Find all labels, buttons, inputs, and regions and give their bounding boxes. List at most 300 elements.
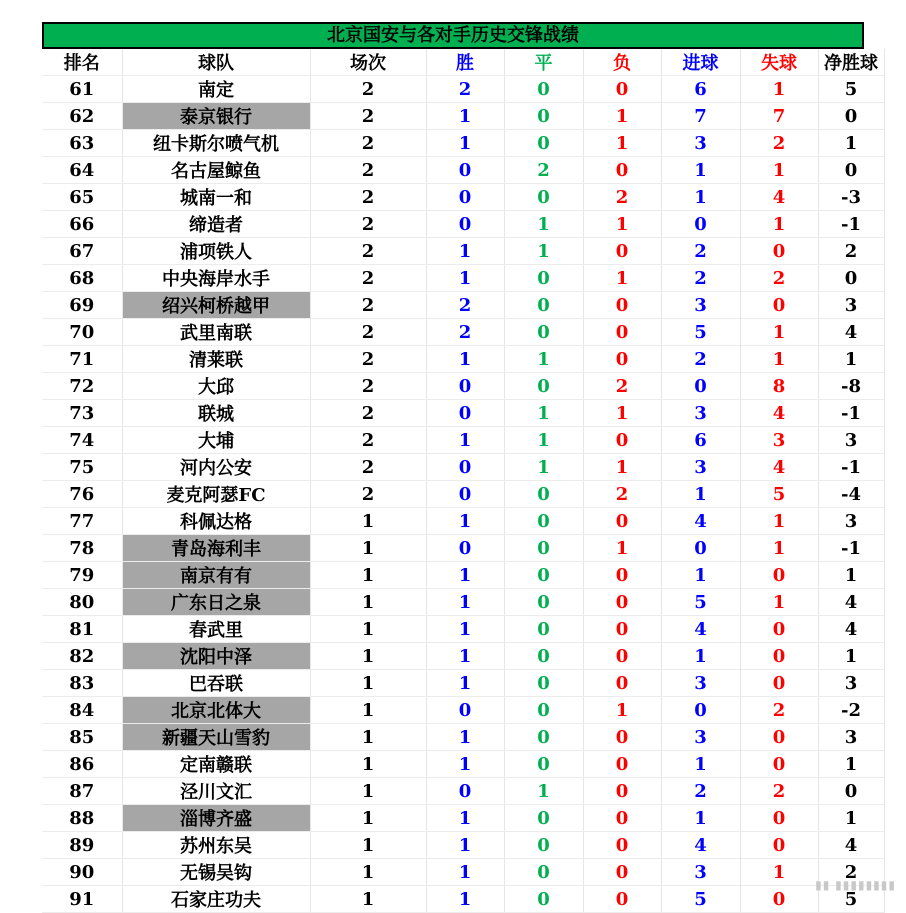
cell-played: 2 xyxy=(310,481,426,508)
cell-rank: 76 xyxy=(42,481,122,508)
cell-win: 1 xyxy=(426,724,504,751)
cell-loss: 1 xyxy=(583,454,661,481)
cell-played: 1 xyxy=(310,778,426,805)
cell-goals-against: 1 xyxy=(740,319,818,346)
cell-draw: 0 xyxy=(504,373,583,400)
cell-rank: 89 xyxy=(42,832,122,859)
cell-rank: 71 xyxy=(42,346,122,373)
table-row xyxy=(42,373,884,400)
cell-win: 2 xyxy=(426,76,504,103)
cell-win: 1 xyxy=(426,886,504,913)
cell-team: 联城 xyxy=(122,400,310,427)
cell-rank: 80 xyxy=(42,589,122,616)
cell-win: 0 xyxy=(426,778,504,805)
cell-played: 2 xyxy=(310,130,426,157)
cell-goal-diff: 2 xyxy=(818,859,884,886)
cell-goals-against: 4 xyxy=(740,454,818,481)
cell-loss: 0 xyxy=(583,805,661,832)
cell-draw: 0 xyxy=(504,589,583,616)
cell-team: 南定 xyxy=(122,76,310,103)
cell-played: 1 xyxy=(310,805,426,832)
cell-win: 1 xyxy=(426,616,504,643)
cell-draw: 2 xyxy=(504,157,583,184)
cell-win: 0 xyxy=(426,157,504,184)
cell-loss: 1 xyxy=(583,697,661,724)
cell-goal-diff: 4 xyxy=(818,589,884,616)
cell-goal-diff: 3 xyxy=(818,724,884,751)
cell-played: 2 xyxy=(310,454,426,481)
cell-team: 泾川文汇 xyxy=(122,778,310,805)
cell-rank: 77 xyxy=(42,508,122,535)
cell-win: 1 xyxy=(426,346,504,373)
cell-goal-diff: 0 xyxy=(818,157,884,184)
table-row xyxy=(42,832,884,859)
cell-goals-for: 0 xyxy=(661,697,740,724)
cell-loss: 0 xyxy=(583,238,661,265)
cell-team: 麦克阿瑟FC xyxy=(122,481,310,508)
cell-goals-for: 7 xyxy=(661,103,740,130)
cell-win: 1 xyxy=(426,562,504,589)
cell-goals-against: 1 xyxy=(740,859,818,886)
cell-rank: 83 xyxy=(42,670,122,697)
cell-rank: 86 xyxy=(42,751,122,778)
cell-goals-for: 2 xyxy=(661,346,740,373)
table-row xyxy=(42,751,884,778)
cell-goals-against: 0 xyxy=(740,724,818,751)
cell-win: 0 xyxy=(426,373,504,400)
cell-goal-diff: -1 xyxy=(818,211,884,238)
cell-draw: 1 xyxy=(504,211,583,238)
table-row xyxy=(42,886,884,913)
cell-team: 泰京银行 xyxy=(122,103,310,130)
cell-loss: 0 xyxy=(583,859,661,886)
cell-win: 2 xyxy=(426,292,504,319)
table-row xyxy=(42,292,884,319)
cell-goals-against: 0 xyxy=(740,616,818,643)
cell-goals-against: 2 xyxy=(740,130,818,157)
cell-draw: 0 xyxy=(504,562,583,589)
cell-goal-diff: 0 xyxy=(818,778,884,805)
cell-goal-diff: 0 xyxy=(818,103,884,130)
table-row xyxy=(42,805,884,832)
cell-goal-diff: 4 xyxy=(818,319,884,346)
cell-goal-diff: 0 xyxy=(818,265,884,292)
cell-team: 南京有有 xyxy=(122,562,310,589)
cell-goal-diff: 2 xyxy=(818,238,884,265)
cell-loss: 1 xyxy=(583,211,661,238)
cell-loss: 0 xyxy=(583,886,661,913)
cell-loss: 1 xyxy=(583,130,661,157)
cell-goal-diff: 3 xyxy=(818,508,884,535)
cell-rank: 88 xyxy=(42,805,122,832)
cell-goals-for: 0 xyxy=(661,535,740,562)
table-row xyxy=(42,778,884,805)
cell-loss: 2 xyxy=(583,481,661,508)
cell-team: 浦项铁人 xyxy=(122,238,310,265)
cell-goals-for: 1 xyxy=(661,751,740,778)
cell-played: 2 xyxy=(310,211,426,238)
header-goals-for: 进球 xyxy=(661,49,740,76)
cell-rank: 63 xyxy=(42,130,122,157)
cell-goals-for: 4 xyxy=(661,616,740,643)
cell-played: 2 xyxy=(310,265,426,292)
table-row xyxy=(42,76,884,103)
cell-win: 2 xyxy=(426,319,504,346)
watermark: ▮▮ ▮▮▮▮▮▮▮▮ xyxy=(815,878,896,892)
cell-goals-for: 3 xyxy=(661,859,740,886)
cell-draw: 0 xyxy=(504,805,583,832)
cell-played: 2 xyxy=(310,76,426,103)
cell-played: 2 xyxy=(310,157,426,184)
cell-team: 绍兴柯桥越甲 xyxy=(122,292,310,319)
cell-draw: 0 xyxy=(504,508,583,535)
record-table xyxy=(42,49,885,913)
cell-win: 1 xyxy=(426,589,504,616)
cell-played: 1 xyxy=(310,751,426,778)
cell-goals-against: 4 xyxy=(740,400,818,427)
cell-team: 无锡吴钩 xyxy=(122,859,310,886)
cell-goal-diff: -1 xyxy=(818,454,884,481)
cell-team: 武里南联 xyxy=(122,319,310,346)
cell-played: 2 xyxy=(310,427,426,454)
cell-goals-for: 4 xyxy=(661,832,740,859)
cell-rank: 69 xyxy=(42,292,122,319)
table-row xyxy=(42,427,884,454)
cell-goals-against: 8 xyxy=(740,373,818,400)
cell-loss: 0 xyxy=(583,778,661,805)
cell-team: 北京北体大 xyxy=(122,697,310,724)
cell-played: 2 xyxy=(310,400,426,427)
cell-draw: 1 xyxy=(504,346,583,373)
table-row xyxy=(42,670,884,697)
cell-goals-for: 3 xyxy=(661,130,740,157)
cell-rank: 84 xyxy=(42,697,122,724)
table-body xyxy=(42,76,884,913)
cell-team: 沈阳中泽 xyxy=(122,643,310,670)
cell-goal-diff: -1 xyxy=(818,400,884,427)
cell-played: 2 xyxy=(310,103,426,130)
table-row xyxy=(42,562,884,589)
cell-loss: 0 xyxy=(583,751,661,778)
cell-goals-against: 0 xyxy=(740,292,818,319)
cell-loss: 0 xyxy=(583,616,661,643)
cell-win: 0 xyxy=(426,481,504,508)
cell-team: 河内公安 xyxy=(122,454,310,481)
header-goals-against: 失球 xyxy=(740,49,818,76)
cell-played: 2 xyxy=(310,184,426,211)
cell-goal-diff: 4 xyxy=(818,616,884,643)
cell-goals-against: 0 xyxy=(740,562,818,589)
cell-team: 清莱联 xyxy=(122,346,310,373)
cell-draw: 1 xyxy=(504,778,583,805)
cell-loss: 0 xyxy=(583,157,661,184)
cell-goals-for: 1 xyxy=(661,562,740,589)
cell-played: 1 xyxy=(310,508,426,535)
table-row xyxy=(42,346,884,373)
table-row xyxy=(42,616,884,643)
cell-goals-for: 3 xyxy=(661,670,740,697)
cell-played: 1 xyxy=(310,589,426,616)
cell-goals-for: 0 xyxy=(661,373,740,400)
cell-goals-for: 3 xyxy=(661,292,740,319)
cell-goal-diff: -8 xyxy=(818,373,884,400)
cell-goals-against: 5 xyxy=(740,481,818,508)
cell-loss: 2 xyxy=(583,373,661,400)
cell-loss: 0 xyxy=(583,832,661,859)
table-row xyxy=(42,589,884,616)
cell-goals-against: 2 xyxy=(740,778,818,805)
header-draw: 平 xyxy=(504,49,583,76)
cell-team: 中央海岸水手 xyxy=(122,265,310,292)
cell-goals-for: 2 xyxy=(661,265,740,292)
cell-goal-diff: 1 xyxy=(818,805,884,832)
header-team: 球队 xyxy=(122,49,310,76)
cell-goals-against: 1 xyxy=(740,157,818,184)
cell-team: 石家庄功夫 xyxy=(122,886,310,913)
cell-draw: 0 xyxy=(504,481,583,508)
cell-win: 1 xyxy=(426,238,504,265)
cell-rank: 65 xyxy=(42,184,122,211)
cell-goals-for: 1 xyxy=(661,643,740,670)
cell-goal-diff: 1 xyxy=(818,562,884,589)
table-row xyxy=(42,319,884,346)
cell-win: 0 xyxy=(426,184,504,211)
cell-draw: 1 xyxy=(504,427,583,454)
cell-goals-for: 1 xyxy=(661,157,740,184)
cell-played: 2 xyxy=(310,319,426,346)
cell-goals-for: 3 xyxy=(661,724,740,751)
cell-draw: 0 xyxy=(504,670,583,697)
cell-loss: 0 xyxy=(583,319,661,346)
table-row xyxy=(42,535,884,562)
cell-win: 1 xyxy=(426,751,504,778)
cell-goal-diff: 1 xyxy=(818,643,884,670)
cell-draw: 0 xyxy=(504,616,583,643)
cell-win: 1 xyxy=(426,643,504,670)
header-rank: 排名 xyxy=(42,49,122,76)
cell-goal-diff: 3 xyxy=(818,670,884,697)
cell-team: 名古屋鲸鱼 xyxy=(122,157,310,184)
cell-team: 苏州东吴 xyxy=(122,832,310,859)
cell-team: 青岛海利丰 xyxy=(122,535,310,562)
cell-goals-against: 1 xyxy=(740,535,818,562)
cell-goals-against: 1 xyxy=(740,76,818,103)
cell-win: 1 xyxy=(426,805,504,832)
cell-goals-against: 0 xyxy=(740,643,818,670)
cell-team: 淄博齐盛 xyxy=(122,805,310,832)
cell-played: 2 xyxy=(310,373,426,400)
cell-goals-against: 7 xyxy=(740,103,818,130)
cell-loss: 2 xyxy=(583,184,661,211)
cell-win: 0 xyxy=(426,535,504,562)
cell-played: 1 xyxy=(310,832,426,859)
cell-draw: 0 xyxy=(504,535,583,562)
cell-team: 巴吞联 xyxy=(122,670,310,697)
cell-loss: 0 xyxy=(583,76,661,103)
cell-rank: 90 xyxy=(42,859,122,886)
header-win: 胜 xyxy=(426,49,504,76)
cell-rank: 68 xyxy=(42,265,122,292)
cell-win: 1 xyxy=(426,265,504,292)
cell-goal-diff: -1 xyxy=(818,535,884,562)
table-row xyxy=(42,157,884,184)
cell-win: 1 xyxy=(426,859,504,886)
cell-goals-against: 1 xyxy=(740,508,818,535)
cell-goal-diff: 3 xyxy=(818,427,884,454)
cell-loss: 0 xyxy=(583,670,661,697)
cell-goals-against: 1 xyxy=(740,346,818,373)
cell-goals-against: 0 xyxy=(740,238,818,265)
cell-team: 大埔 xyxy=(122,427,310,454)
cell-loss: 0 xyxy=(583,643,661,670)
cell-loss: 1 xyxy=(583,103,661,130)
table-row xyxy=(42,238,884,265)
cell-team: 广东日之泉 xyxy=(122,589,310,616)
cell-goals-against: 0 xyxy=(740,886,818,913)
cell-played: 1 xyxy=(310,562,426,589)
cell-win: 1 xyxy=(426,832,504,859)
cell-goal-diff: 1 xyxy=(818,130,884,157)
cell-goals-for: 1 xyxy=(661,805,740,832)
cell-win: 1 xyxy=(426,670,504,697)
cell-rank: 79 xyxy=(42,562,122,589)
cell-goals-against: 3 xyxy=(740,427,818,454)
cell-team: 纽卡斯尔喷气机 xyxy=(122,130,310,157)
cell-rank: 73 xyxy=(42,400,122,427)
cell-goals-against: 0 xyxy=(740,751,818,778)
table-row xyxy=(42,643,884,670)
cell-played: 1 xyxy=(310,643,426,670)
cell-loss: 0 xyxy=(583,427,661,454)
cell-team: 春武里 xyxy=(122,616,310,643)
cell-team: 新疆天山雪豹 xyxy=(122,724,310,751)
cell-rank: 91 xyxy=(42,886,122,913)
cell-rank: 70 xyxy=(42,319,122,346)
cell-rank: 87 xyxy=(42,778,122,805)
cell-rank: 75 xyxy=(42,454,122,481)
header-played: 场次 xyxy=(310,49,426,76)
cell-loss: 0 xyxy=(583,562,661,589)
cell-rank: 67 xyxy=(42,238,122,265)
cell-draw: 0 xyxy=(504,697,583,724)
cell-goals-for: 6 xyxy=(661,76,740,103)
cell-draw: 0 xyxy=(504,724,583,751)
cell-win: 1 xyxy=(426,103,504,130)
cell-goals-for: 2 xyxy=(661,238,740,265)
cell-draw: 0 xyxy=(504,751,583,778)
cell-goals-for: 0 xyxy=(661,211,740,238)
cell-loss: 0 xyxy=(583,724,661,751)
cell-played: 1 xyxy=(310,535,426,562)
cell-goals-for: 1 xyxy=(661,481,740,508)
header-row xyxy=(42,49,884,76)
table-row xyxy=(42,400,884,427)
cell-draw: 0 xyxy=(504,76,583,103)
cell-rank: 78 xyxy=(42,535,122,562)
cell-goals-for: 3 xyxy=(661,454,740,481)
cell-played: 1 xyxy=(310,859,426,886)
cell-goal-diff: -4 xyxy=(818,481,884,508)
cell-goals-against: 0 xyxy=(740,832,818,859)
sheet-title: 北京国安与各对手历史交锋战绩 xyxy=(42,22,864,49)
cell-goals-for: 2 xyxy=(661,778,740,805)
cell-goals-for: 6 xyxy=(661,427,740,454)
cell-loss: 0 xyxy=(583,589,661,616)
cell-rank: 61 xyxy=(42,76,122,103)
cell-goals-for: 5 xyxy=(661,319,740,346)
cell-goals-against: 0 xyxy=(740,805,818,832)
cell-loss: 1 xyxy=(583,535,661,562)
cell-draw: 0 xyxy=(504,103,583,130)
table-row xyxy=(42,859,884,886)
cell-rank: 64 xyxy=(42,157,122,184)
cell-draw: 0 xyxy=(504,265,583,292)
cell-loss: 0 xyxy=(583,508,661,535)
table-row xyxy=(42,130,884,157)
cell-goals-for: 5 xyxy=(661,589,740,616)
cell-goals-for: 3 xyxy=(661,400,740,427)
cell-win: 1 xyxy=(426,427,504,454)
table-row xyxy=(42,454,884,481)
cell-draw: 0 xyxy=(504,832,583,859)
table-row xyxy=(42,724,884,751)
cell-draw: 1 xyxy=(504,454,583,481)
cell-goals-against: 0 xyxy=(740,670,818,697)
cell-draw: 1 xyxy=(504,238,583,265)
cell-played: 1 xyxy=(310,670,426,697)
cell-goal-diff: -3 xyxy=(818,184,884,211)
cell-rank: 82 xyxy=(42,643,122,670)
cell-played: 1 xyxy=(310,886,426,913)
cell-goals-for: 5 xyxy=(661,886,740,913)
cell-rank: 81 xyxy=(42,616,122,643)
cell-goals-against: 1 xyxy=(740,211,818,238)
cell-rank: 62 xyxy=(42,103,122,130)
cell-goals-for: 4 xyxy=(661,508,740,535)
cell-draw: 0 xyxy=(504,292,583,319)
cell-draw: 0 xyxy=(504,886,583,913)
cell-goal-diff: 5 xyxy=(818,76,884,103)
cell-goal-diff: 1 xyxy=(818,751,884,778)
table-row xyxy=(42,103,884,130)
cell-win: 0 xyxy=(426,211,504,238)
cell-loss: 0 xyxy=(583,346,661,373)
table-row xyxy=(42,508,884,535)
cell-draw: 0 xyxy=(504,130,583,157)
cell-team: 缔造者 xyxy=(122,211,310,238)
cell-goals-against: 2 xyxy=(740,697,818,724)
cell-rank: 72 xyxy=(42,373,122,400)
cell-played: 1 xyxy=(310,697,426,724)
cell-played: 1 xyxy=(310,724,426,751)
cell-draw: 0 xyxy=(504,184,583,211)
table-row xyxy=(42,481,884,508)
cell-team: 城南一和 xyxy=(122,184,310,211)
cell-win: 0 xyxy=(426,454,504,481)
table-row xyxy=(42,265,884,292)
cell-team: 大邱 xyxy=(122,373,310,400)
cell-draw: 0 xyxy=(504,643,583,670)
cell-loss: 1 xyxy=(583,265,661,292)
cell-draw: 1 xyxy=(504,400,583,427)
table-row xyxy=(42,697,884,724)
cell-goal-diff: -2 xyxy=(818,697,884,724)
cell-rank: 85 xyxy=(42,724,122,751)
cell-goals-against: 4 xyxy=(740,184,818,211)
cell-loss: 1 xyxy=(583,400,661,427)
cell-win: 0 xyxy=(426,400,504,427)
cell-goal-diff: 3 xyxy=(818,292,884,319)
